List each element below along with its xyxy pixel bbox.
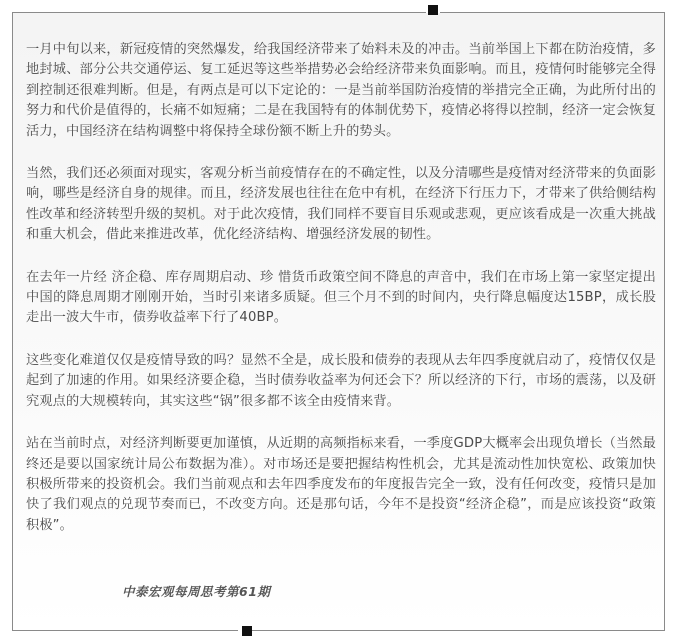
frame-border-right — [664, 12, 665, 630]
article-body — [26, 40, 656, 558]
paragraph-4: 这些变化难道仅仅是疫情导致的吗？显然不全是，成长股和债券的表现从去年四季度就启动了，疫情仅仅是起到了加速的作用。如果经济要企稳，当时债券收益率为何还会下？所以经济的下行，市场的震荡，以及研究观点的大规模转向，其实这些“锅”很多都不该全由疫情来背。 — [26, 352, 656, 409]
frame-border-top-left — [12, 12, 426, 13]
bottom-square-marker — [242, 626, 252, 636]
paragraph-5: 站在当前时点，对经济判断要更加谨慎，从近期的高频指标来看，一季度GDP大概率会出现负增长（当然最终还是要以国家统计局公布数据为准）。对市场还是要把握结构性机会，尤其是流动性加快宽松、政策加快积极所带来的投资机会。我们当前观点和去年四季度发布的年度报告完全一致，没有任何改变，疫情只是加快了我们观点的兑现节奏而已，不改变方向。还是那句话，今年不是投资“经济企稳”，而是应该投资“政策积极”。 — [26, 436, 656, 533]
frame-border-top-right — [440, 12, 664, 13]
paragraph-3: 在去年一片经 济企稳、库存周期启动、珍 惜货币政策空间不降息的声音中，我们在市场上第一家坚定提出中国的降息周期才刚刚开始，当时引来诸多质疑。但三个月不到的时间内，央行降息幅度达15BP，成长股走出一波大牛市，债券收益率下行了40BP。 — [26, 269, 656, 326]
frame-border-left — [12, 12, 13, 630]
article-signature: 中泰宏观每周思考第61期 — [122, 584, 271, 599]
frame-border-bottom-left — [12, 630, 238, 631]
top-square-marker — [428, 5, 438, 15]
frame-border-bottom-right — [252, 630, 665, 631]
paragraph-2: 当然，我们还必须面对现实，客观分析当前疫情存在的不确定性，以及分清哪些是疫情对经济带来的负面影响，哪些是经济自身的规律。而且，经济发展也往往在危中有机，在经济下行压力下，才带来了供给侧结构性改革和经济转型升级的契机。对于此次疫情，我们同样不要盲目乐观或悲观，更应该看成是一次重大挑战和重大机会，借此来推进改革，优化经济结构、增强经济发展的韧性。 — [26, 166, 656, 243]
paragraph-1: 一月中旬以来，新冠疫情的突然爆发，给我国经济带来了始料未及的冲击。当前举国上下都在防治疫情，多地封城、部分公共交通停运、复工延迟等这些举措势必会给经济带来负面影响。而且，疫情何时能够完全得到控制还很难判断。但是，有两点是可以下定论的：一是当前举国防治疫情的举措完全正确，为此所付出的努力和代价是值得的，长痛不如短痛；二是在我国特有的体制优势下，疫情必将得以控制，经济一定会恢复活力，中国经济在结构调整中将保持全球份额不断上升的势头。 — [26, 42, 656, 139]
